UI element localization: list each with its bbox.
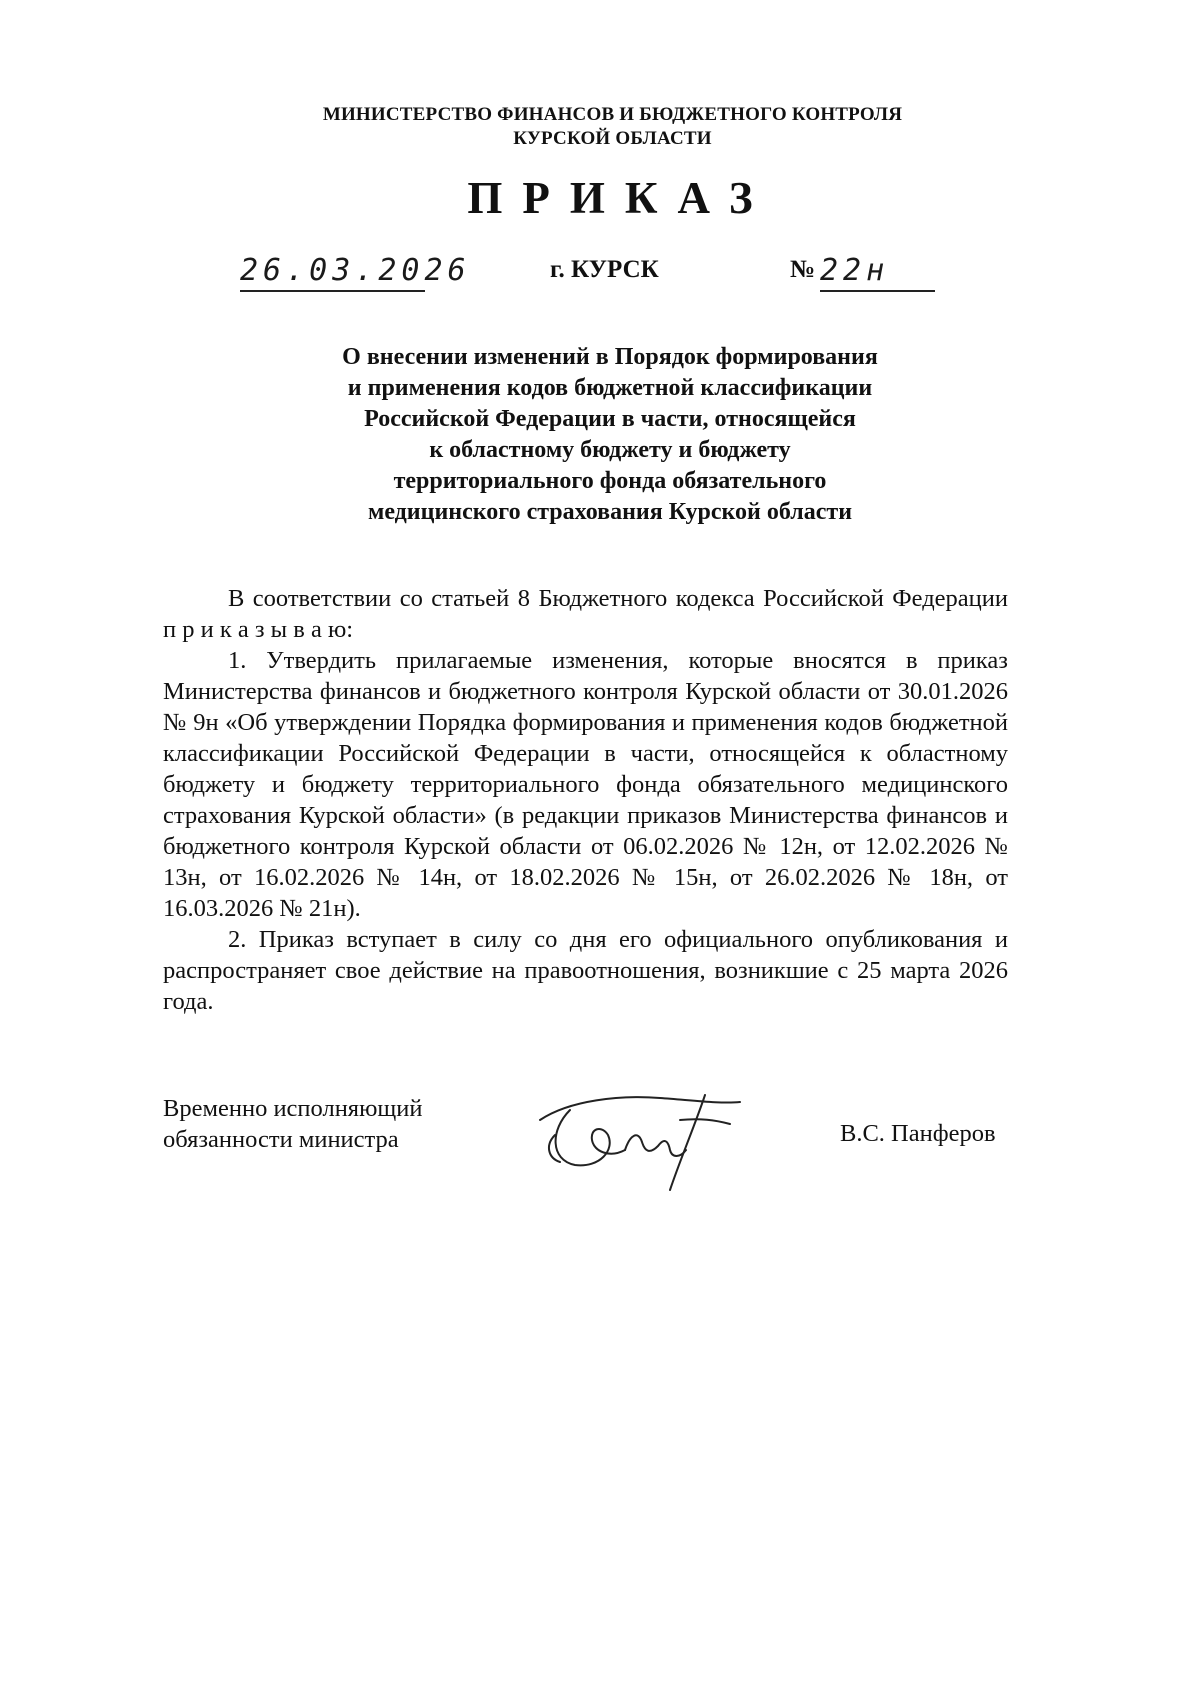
body-item-2: 2. Приказ вступает в силу со дня его официального опубликования и распространяет свое действие на правоотношения, возникшие с 25 марта 2026 года. [163,926,1008,1015]
subject-line: и применения кодов бюджетной классификации [347,375,873,401]
document-title: ПРИКАЗ [467,173,773,223]
signer-position [163,1093,422,1155]
signer-name: В.С. Панферов [840,1120,996,1147]
subject-line: Российской Федерации в части, относящейся [364,406,856,432]
order-date: 26.03.2026 [240,253,425,292]
ministry-name: МИНИСТЕРСТВО ФИНАНСОВ И БЮДЖЕТНОГО КОНТРОЛЯ [322,104,903,125]
order-body [163,583,1008,1017]
subject-line: к областному бюджету и бюджету [429,437,791,463]
body-item-1: 1. Утвердить прилагаемые изменения, которые вносятся в приказ Министерства финансов и бюджетного контроля Курской области от 30.01.2026 № 9н «Об утверждении Порядка формирования и применения кодов бюджетной классификации Российской Федерации в части, относящейся к областному бюджету и бюджету территориального фонда обязательного медицинского страхования Курской области» (в редакции приказов Министерства финансов и бюджетного контроля Курской области от 06.02.2026 № 12н, от 12.02.2026 № 13н, от 16.02.2026 № 14н, от 18.02.2026 № 15н, от 26.02.2026 № 18н, от 16.03.2026 № 21н). [163,647,1008,922]
order-city: г. КУРСК [550,256,659,283]
subject-line: О внесении изменений в Порядок формирования [342,344,878,370]
signer-position-line2: обязанности министра [163,1126,399,1153]
signer-position-line1: Временно исполняющий [163,1095,423,1122]
subject-line: территориального фонда обязательного [393,468,827,494]
order-number: 22н [820,253,935,292]
order-subject [240,342,980,528]
ministry-header [0,103,1200,151]
subject-line: медицинского страхования Курской области [367,499,853,525]
handwritten-signature [530,1080,750,1200]
body-intro: В соответствии со статьей 8 Бюджетного кодекса Российской Федерации п р и к а з ы в а ю: [163,585,1008,643]
ministry-region: КУРСКОЙ ОБЛАСТИ [513,128,712,149]
order-number-sign: № [790,256,816,283]
